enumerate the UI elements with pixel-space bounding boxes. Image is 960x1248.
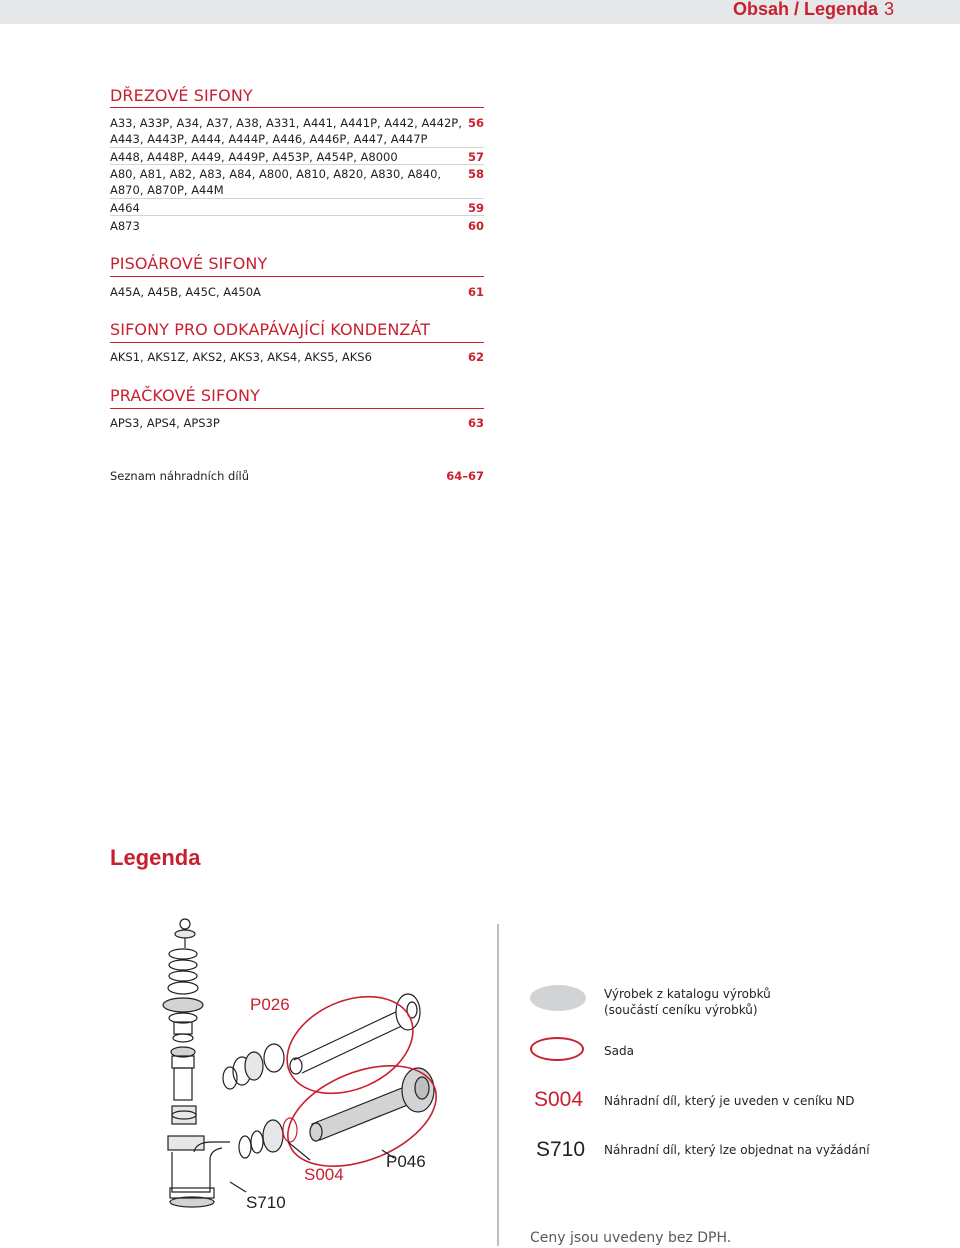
legend-text-catalog-2: (součástí ceníku výrobků) — [604, 1003, 758, 1017]
section-rule — [110, 342, 484, 343]
label-s004: S004 — [304, 1165, 344, 1184]
toc-row-text: A870, A870P, A44M — [110, 183, 224, 197]
label-s710: S710 — [246, 1193, 286, 1212]
toc-row-text: AKS1, AKS1Z, AKS2, AKS3, AKS4, AKS5, AKS6 — [110, 350, 372, 364]
toc-row-text: A33, A33P, A34, A37, A38, A331, A441, A441P, A442, A442P, — [110, 116, 462, 130]
section-title-kondenzat: SIFONY PRO ODKAPÁVAJÍCÍ KONDENZÁT — [110, 320, 431, 339]
toc-row-text: A45A, A45B, A45C, A450A — [110, 285, 261, 299]
toc-row-text: A80, A81, A82, A83, A84, A800, A810, A820, A830, A840, — [110, 167, 442, 181]
label-p026: P026 — [250, 995, 290, 1014]
section-title-drezove: DŘEZOVÉ SIFONY — [110, 86, 253, 105]
siphon-exploded-drawing — [150, 910, 490, 1230]
red-oval-symbol — [530, 1037, 584, 1061]
row-rule — [110, 147, 484, 148]
gray-oval-symbol — [530, 985, 586, 1011]
section-title-prackove: PRAČKOVÉ SIFONY — [110, 386, 260, 405]
toc-row-page: 57 — [467, 150, 484, 164]
section-title-pisoarove: PISOÁROVÉ SIFONY — [110, 254, 268, 273]
code-s004-symbol: S004 — [534, 1088, 584, 1111]
toc-row-text: A464 — [110, 201, 140, 215]
page-number: 3 — [884, 0, 895, 19]
toc-row-text: APS3, APS4, APS3P — [110, 416, 220, 430]
price-note: Ceny jsou uvedeny bez DPH. — [530, 1230, 732, 1246]
toc-row-text: A448, A448P, A449, A449P, A453P, A454P, A8000 — [110, 150, 398, 164]
toc-row-page: 61 — [467, 285, 484, 299]
row-rule — [110, 198, 484, 199]
spare-parts-label: Seznam náhradních dílů — [110, 469, 250, 483]
toc-row-text: A443, A443P, A444, A444P, A446, A446P, A447, A447P — [110, 132, 428, 146]
toc-row-page: 60 — [467, 219, 484, 233]
spare-parts-page: 64–67 — [446, 469, 484, 483]
page-header-title: Obsah / Legenda — [732, 0, 878, 19]
row-rule — [110, 164, 484, 165]
row-rule — [110, 215, 484, 216]
label-p046: P046 — [386, 1152, 426, 1171]
legend-text-spare-order: Náhradní díl, který lze objednat na vyžádání — [604, 1143, 870, 1157]
section-rule — [110, 276, 484, 277]
toc-row-page: 63 — [467, 416, 484, 430]
legend-divider — [497, 924, 499, 1246]
code-s710-symbol: S710 — [536, 1138, 586, 1161]
toc-row-page: 62 — [467, 350, 484, 364]
legend-text-catalog-1: Výrobek z katalogu výrobků — [604, 987, 771, 1001]
section-rule — [110, 408, 484, 409]
legend-text-sada: Sada — [604, 1044, 634, 1058]
section-rule — [110, 107, 484, 108]
toc-row-page: 56 — [467, 116, 484, 130]
toc-row-page: 58 — [467, 167, 484, 181]
toc-row-page: 59 — [467, 201, 484, 215]
toc-row-text: A873 — [110, 219, 140, 233]
legend-text-spare-listed: Náhradní díl, který je uveden v ceníku ND — [604, 1094, 855, 1108]
legend-title: Legenda — [110, 845, 201, 870]
